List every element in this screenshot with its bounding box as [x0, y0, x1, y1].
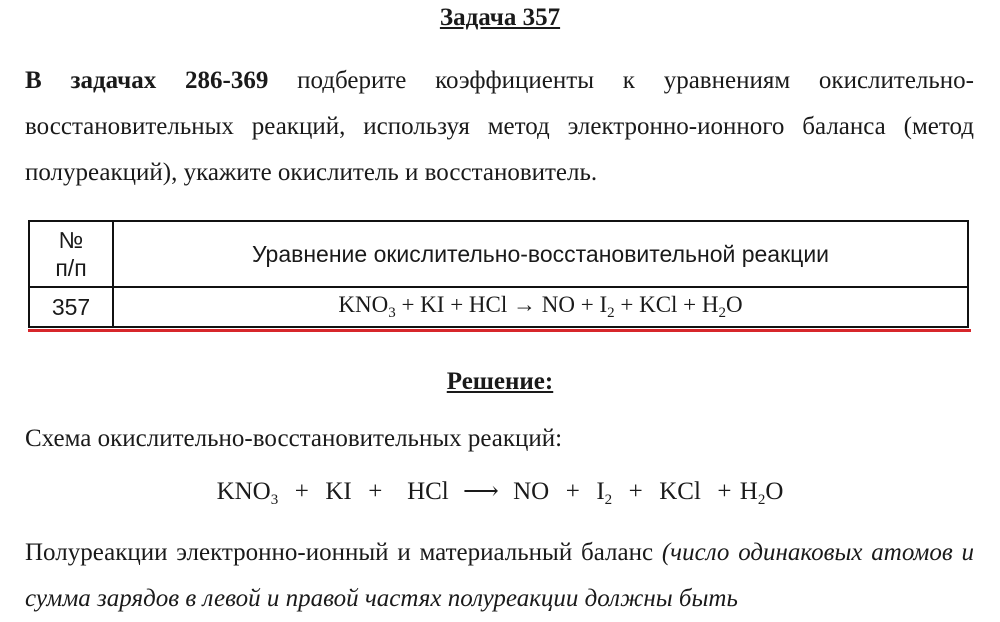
reaction-arrow-icon: ⟶: [463, 478, 499, 505]
intro-bold: В задачах 286-369: [25, 67, 269, 94]
scheme-part: + KI + HCl: [278, 478, 458, 505]
scheme-label: Схема окислительно-восстановительных реакций:: [25, 425, 563, 452]
row-equation-cell: [113, 287, 968, 327]
half-reactions-text: Полуреакции электронно-ионный и материальный баланс: [25, 539, 662, 566]
scheme-subscript: 2: [604, 492, 613, 508]
header-equation-cell: Уравнение окислительно-восстановительной реакции: [113, 221, 968, 287]
half-reactions-paragraph: [25, 530, 974, 622]
table-header-row: [29, 221, 968, 287]
scheme-subscript: 3: [270, 492, 279, 508]
eq-part: O: [726, 292, 743, 317]
scheme-part: KNO: [216, 478, 271, 505]
page-title: Задача 357: [439, 4, 561, 31]
eq-part: + KCl + H: [614, 292, 719, 317]
solution-title: Решение:: [446, 368, 554, 395]
eq-part: KNO: [338, 292, 389, 317]
header-number-cell: [29, 221, 113, 287]
eq-subscript: 2: [607, 305, 615, 321]
intro-text: подберите коэффициенты к уравнениям окислительно-восстановительных реакций, используя метод электронно-ионного баланса (метод полуреакций), укажите окислитель и восстановитель.: [25, 67, 974, 186]
header-number-sign: №: [58, 227, 84, 253]
eq-part: + KI + HCl → NO + I: [395, 292, 608, 317]
scheme-part: O: [765, 478, 784, 505]
scheme-part: + KCl + H: [612, 478, 758, 505]
half-reactions-italic: (число одинаковых атомов и сумма зарядов в левой и правой частях полуреакции должны быть: [25, 539, 974, 612]
eq-subscript: 2: [718, 305, 727, 321]
header-number-abbr: п/п: [55, 255, 87, 281]
scheme-part: NO + I: [504, 478, 605, 505]
scheme-subscript: 2: [757, 492, 766, 508]
scheme-equation: [0, 476, 1000, 509]
intro-paragraph: [25, 58, 974, 196]
eq-subscript: 3: [388, 305, 396, 321]
row-number-cell: 357: [29, 287, 113, 327]
red-underline: [28, 329, 971, 332]
task-table: [28, 220, 969, 328]
table-row: [29, 287, 968, 327]
